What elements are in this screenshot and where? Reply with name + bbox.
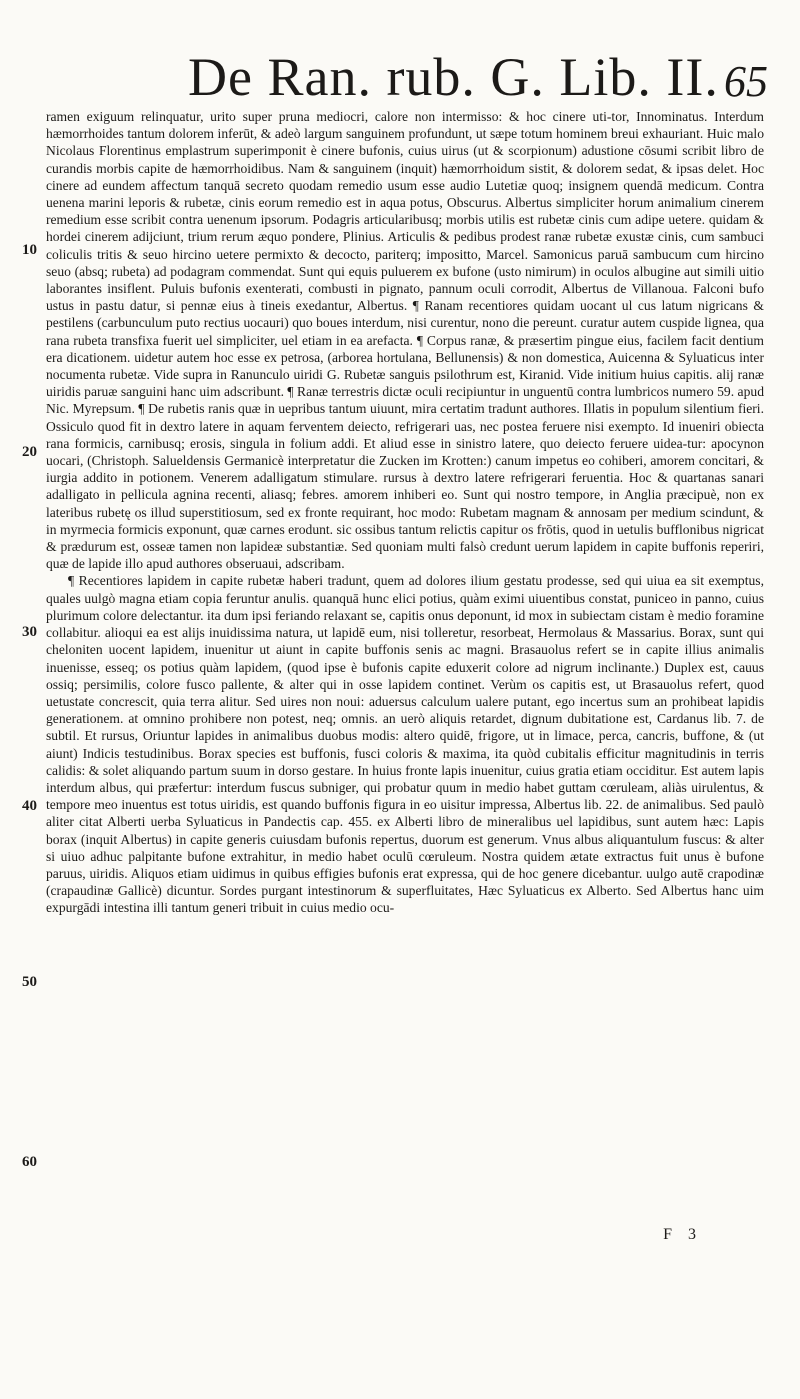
page-header <box>188 42 768 112</box>
line-number-10: 10 <box>22 242 37 258</box>
line-number-40: 40 <box>22 798 37 814</box>
running-title: De Ran. rub. G. Lib. II. <box>188 47 719 107</box>
paragraph: ¶ Recentiores lapidem in capite rubetæ haberi tradunt, quem ad dolores ilium gestatu prodesse, sed qui uiua ea sit exemptus, quales uulgò magna etiam copia feruntur anulis. quanquā hunc elici potius, quàm eximi uiuentibus constat, puniceo in panno, cuius plurimum colore delectantur. ita dum ipsi feriando relaxant se, capitis onus deponunt, id mox in subiectam cistam è medio foramine collabitur. alioqui ea est alijs inuidissima natura, ut lapidē eum, nisi tolleretur, resorbeat, Hermolaus & Massarius. Borax, sunt qui cheloniten uocent lapidem, inuenitur ut aiunt in capite buffonis senis ac magni. Brasauolus refert se in capite illius animalis inuenisse, esseq; os potius quàm lapidem, (quod ipse è bufonis capite eduxerit colore ad nigrum inclinante.) Duplex est, cauus ossiq; persimilis, colore fusco pallente, & alter qui in osse lapidem continet. Verùm os capitis est, ut Brasauolus refert, quod uetustate concrescit, quia terra alitur. Sed uires non noui: aduersus calculum ualere putant, ego incertus sum an prohibeat lapidis generationem. at omnino prohibere non potest, neq; omnis. an uerò aliquis retardet, dignum dubitatione est, Cardanus lib. 7. de subtil. Et rursus, Oriuntur lapides in animalibus duobus modis: altero quidē, frigore, ut in limace, perca, cancris, buffone, & (ut aiunt) Indicis testudinibus. Borax species est buffonis, fusci coloris & maxima, ita quòd cubitalis efficitur magnitudinis in terris calidis: & solet aliquando partum suum in dorso gestare. In huius fronte lapis inuenitur, cuius gratia etiam occiditur. Est autem lapis interdum albus, qui præfertur: interdum fuscus subniger, qui probatur quum in medio habet guttam cœruleam, aliàs uirulentus, & tempore meo inuentus est totus uiridis, est quando buffonis figura in eo uisitur impressa, Albertus lib. 22. de animalibus. Sed paulò aliter citat Alberti uerba Syluaticus in Pandectis cap. 455. ex Alberti libro de mineralibus uel lapidibus, sunt autem hæc: Lapis borax (inquit Albertus) in capite generis cuiusdam bufonis repertus, duorum est generum. Vnus albus aliquantulum fuscus: & alter si uiuo adhuc palpitante bufone extrahitur, in medio habet oculū cœruleum. Nostra quidem ætate extractus fuit unus è bufone paruus, uiridis. Aliquos etiam uidimus in quibus effigies bufonis erat expressa, qui de hoc genere dicebantur. uulgo autē crapodinæ (crapaudinæ Gallicè) dicuntur. Sordes purgant intestinorum & superfluitates, Hæc Syluaticus ex Albertо. Sed Albertus hanc uim expurgādi intestina illi tantum generi tribuit in cuius medio ocu- <box>46 573 764 916</box>
line-number-60: 60 <box>22 1154 37 1170</box>
page-number: 65 <box>724 57 768 106</box>
line-number-20: 20 <box>22 444 37 460</box>
line-number-30: 30 <box>22 624 37 640</box>
paragraph: ramen exiguum relinquatur, urito super pruna mediocri, calore non intermisso: & hoc cinere uti-tor, Innominatus. Interdum hæmorrhoides tantum dolorem inferūt, & adeò largum sanguinem profundunt, ut sæpe totum hominem breui exhauriant. Huic malo Nicolaus Florentinus emplastrum superimponit è cinere bufonis, cuius uirus (ut & scorpionum) adustione cōsumi scribit libro de curandis morbis capite de hæmorrhoidibus. Nam & sanguinem (inquit) hæmorrhoidum sistit, & dolorem sedat, & ipsas delet. Hoc cinere ad eundem affectum tanquā secreto quodam remedio usum esse audio Lutetiæ quoq; insignem quendā medicum. Contra uenena marini leporis & rubetæ, cinis eorum remedio est in aqua potus, Obscurus. Albertus simpliciter horum animalium cinerem remedium esse scribit contra uenenum ipsorum. Podagris articularibusq; morbis utilis est rubetæ cinis cum adipe uetere. quidam & hordei cinerem adijciunt, trium rerum æquo pondere, Plinius. Articulis & pedibus prodest ranæ rubetæ exustæ cinis, cum sambuci coliculis tritis & seuo hircino uetere permixto & decocto, pariterq; impositto, Marcel. Samonicus paruā sambucum cum hircino seuo (absq; rubeta) ad podagram commendat. Sunt qui equis puluerem ex bufone (usto nimirum) in oculos albugine aut simili uitio laborantes insiflent. Puluis bufonis exenterati, combusti in pignato, pannum oculi corrodit, Albertus de Villanoua. Falconi bufo ustus in pastu datur, si pennæ eius à tineis exedantur, Albertus. ¶ Ranam recentiores quidam uocant ul cus latum nigricans & pestilens (carbunculum puto rectius uocauri) quo boues interdum, nisi curentur, nono die pereunt. curatur autem cuspide lignea, qua rana rubeta transfixa fuerit uel simpliciter, uel etiam in ea arefacta. ¶ Corpus ranæ, & præsertim pingue eius, facilem facit dentium era dicationem. uidetur autem hoc esse ex petrosa, (arborea hortulana, Bellunensis) & non domestica, Auicenna & Syluaticus inter nocumenta rubetæ. Vide supra in Ranunculo uiridi G. Rubetæ sanguis psilothrum est, Kiranid. Vide initium huius capitis. alij ranæ uiridis paruæ sanguini hanc uim adscribunt. ¶ Ranæ terrestris dictæ oculi recipiuntur in unguentū contra lumbricos numero 59. apud Nic. Myrepsum. ¶ De rubetis ranis quæ in uepribus tantum uiuunt, mira certatim tradunt authores. Illatis in populum silentium fieri. Ossiculo quod fit in dextro latere in aquam ferventem deiecto, refrigerari uas, nec postea feruere nisi exempto. Id inueniri obiecta rana formicis, carnibusq; erosis, singula in folium addi. Et aliud esse in sinistro latere, quo deiecto feruere uidea-tur: apocynon uocari, (Christoph. Salueldensis Germanicè interpretatur die Zucken im Krotten:) canum impetus eo cohiberi, amorem concitari, & iurgia addito in potionem. Venerem adalligatum stimulare. rursus à dextro latere refrigerari feruentia. Hoc & quartanas sanari adalligato in pellicula agnina recenti, aliasq; febres. amorem inhiberi eo. Sunt qui nostro tempore, in Anglia præcipuè, non ex lateribus rubetę os illud superstitiosum, sed ex fronte requirant, hoc modo: Rubetam magnam & annosam per medium scindunt, & in myrmecia formicis exponunt, quæ carnes erodunt. sic ossibus tantum relictis capitur os frōtis, quod in uetulis bufflonibus nigricat & prædurum est, osseæ tamen non lapideæ substantiæ. Sed quoniam multi falsò credunt uerum lapidem in capite buffonis reperiri, quæ de lapide illo apud authores obseruaui, adscribam. <box>46 109 764 572</box>
line-number-50: 50 <box>22 974 37 990</box>
body-text <box>46 108 764 917</box>
signature-mark: F 3 <box>663 1226 702 1243</box>
